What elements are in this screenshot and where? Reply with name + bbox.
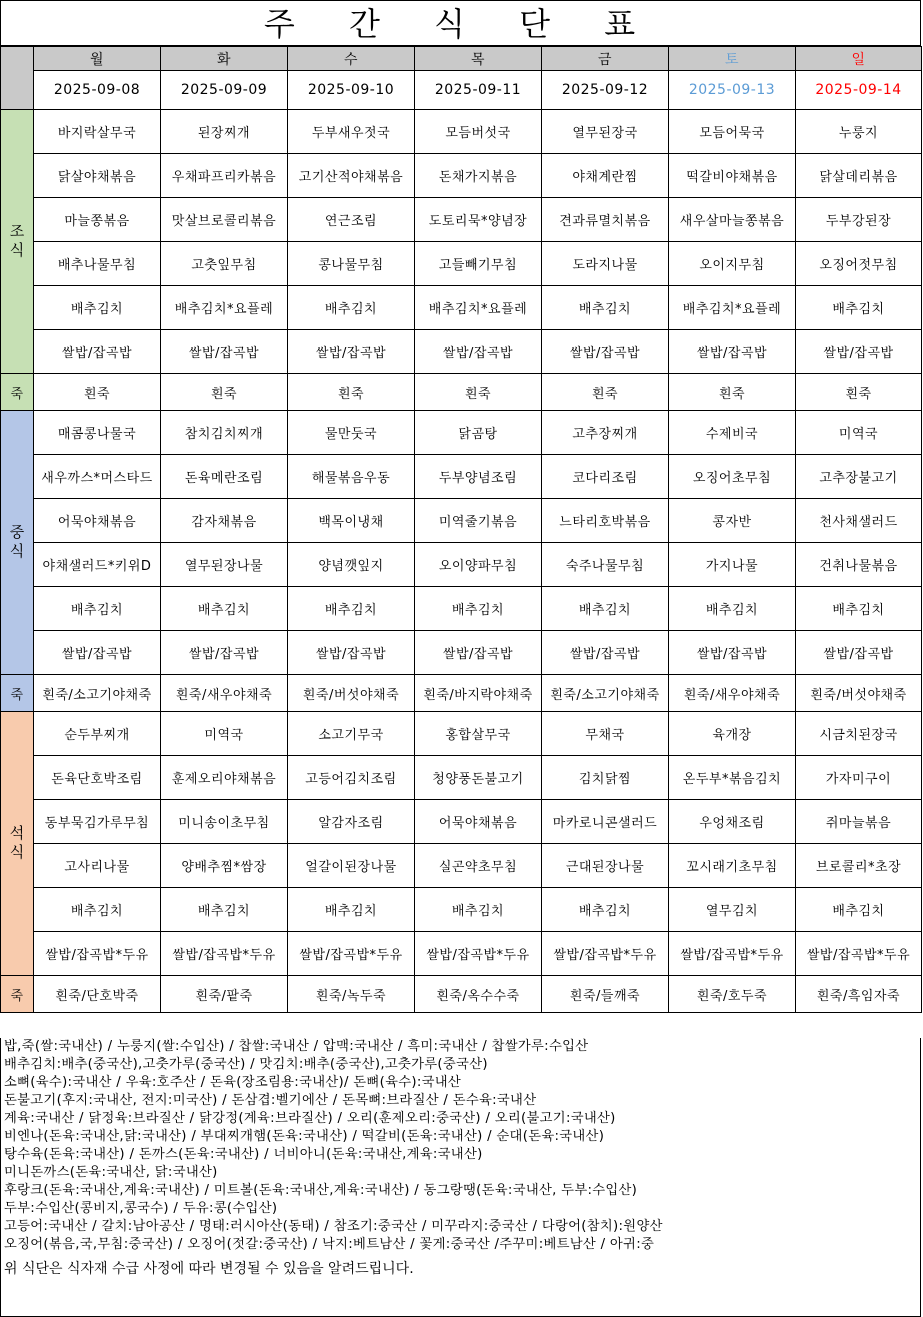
menu-item: 코다리조림 <box>542 455 669 499</box>
menu-item: 어묵야채볶음 <box>415 800 542 844</box>
juk-item: 흰죽/단호박죽 <box>34 976 161 1013</box>
menu-item: 고사리나물 <box>34 844 161 888</box>
menu-item: 쌀밥/잡곡밥*두유 <box>669 932 796 976</box>
juk-item: 흰죽/버섯야채죽 <box>288 675 415 712</box>
day-header: 월 <box>34 47 161 71</box>
juk-item: 흰죽/호두죽 <box>669 976 796 1013</box>
juk-item: 흰죽 <box>542 374 669 411</box>
header-corner <box>1 47 34 110</box>
menu-item: 배추나물무침 <box>34 242 161 286</box>
menu-item: 도라지나물 <box>542 242 669 286</box>
breakfast-juk-label: 죽 <box>1 374 34 411</box>
breakfast-row <box>1 198 922 242</box>
menu-item: 시금치된장국 <box>796 712 922 756</box>
menu-item: 두부양념조림 <box>415 455 542 499</box>
menu-item: 맛살브로콜리볶음 <box>161 198 288 242</box>
menu-item: 온두부*볶음김치 <box>669 756 796 800</box>
menu-item: 소고기무국 <box>288 712 415 756</box>
menu-item: 쌀밥/잡곡밥 <box>669 631 796 675</box>
menu-item: 배추김치 <box>161 587 288 631</box>
menu-item: 고추장찌개 <box>542 411 669 455</box>
menu-item: 고들빼기무침 <box>415 242 542 286</box>
juk-item: 흰죽/버섯야채죽 <box>796 675 922 712</box>
menu-item: 돈채가지볶음 <box>415 154 542 198</box>
menu-item: 쌀밥/잡곡밥 <box>415 330 542 374</box>
juk-item: 흰죽 <box>288 374 415 411</box>
juk-item: 흰죽 <box>669 374 796 411</box>
breakfast-row <box>1 286 922 330</box>
day-header-row <box>1 47 922 71</box>
menu-item: 쌀밥/잡곡밥*두유 <box>542 932 669 976</box>
menu-item: 어묵야채볶음 <box>34 499 161 543</box>
juk-item: 흰죽 <box>796 374 922 411</box>
menu-item: 열무된장나물 <box>161 543 288 587</box>
menu-item: 쌀밥/잡곡밥 <box>34 631 161 675</box>
menu-item: 콩자반 <box>669 499 796 543</box>
menu-item: 쌀밥/잡곡밥 <box>796 631 922 675</box>
juk-item: 흰죽/옥수수죽 <box>415 976 542 1013</box>
menu-item: 쌀밥/잡곡밥 <box>34 330 161 374</box>
menu-item: 미역국 <box>161 712 288 756</box>
menu-item: 돈육메란조림 <box>161 455 288 499</box>
menu-item: 배추김치 <box>161 888 288 932</box>
menu-item: 배추김치 <box>542 587 669 631</box>
menu-item: 콩나물무침 <box>288 242 415 286</box>
lunch-label: 중식 <box>1 411 34 675</box>
menu-table <box>0 46 922 1013</box>
breakfast-row <box>1 110 922 154</box>
day-header: 토 <box>669 47 796 71</box>
lunch-row <box>1 455 922 499</box>
day-header: 수 <box>288 47 415 71</box>
menu-item: 무채국 <box>542 712 669 756</box>
menu-item: 배추김치 <box>288 888 415 932</box>
menu-item: 미역줄기볶음 <box>415 499 542 543</box>
menu-item: 오이지무침 <box>669 242 796 286</box>
menu-item: 고추장불고기 <box>796 455 922 499</box>
date-header: 2025-09-13 <box>669 71 796 110</box>
origin-note-line: 소뼈(육수):국내산 / 우육:호주산 / 돈육(장조림용:국내산)/ 돈뼈(육수):국내산 <box>4 1075 462 1090</box>
dinner-row <box>1 844 922 888</box>
origin-note-line: 후랑크(돈육:국내산,계육:국내산) / 미트볼(돈육:국내산,계육:국내산) / 동그랑땡(돈육:국내산, 두부:수입산) <box>4 1183 638 1198</box>
menu-item: 훈제오리야채볶음 <box>161 756 288 800</box>
dinner-row <box>1 712 922 756</box>
menu-item: 마늘쫑볶음 <box>34 198 161 242</box>
menu-item: 가지나물 <box>669 543 796 587</box>
menu-item: 닭살야채볶음 <box>34 154 161 198</box>
lunch-juk-label: 죽 <box>1 675 34 712</box>
menu-item: 순두부찌개 <box>34 712 161 756</box>
date-header: 2025-09-10 <box>288 71 415 110</box>
juk-item: 흰죽/흑임자죽 <box>796 976 922 1013</box>
menu-item: 야채샐러드*키위D <box>34 543 161 587</box>
menu-item: 백목이냉채 <box>288 499 415 543</box>
origin-note-line: 탕수육(돈육:국내산) / 돈까스(돈육:국내산) / 너비아니(돈육:국내산,계육:국내산) <box>4 1147 483 1162</box>
juk-item: 흰죽/들깨죽 <box>542 976 669 1013</box>
menu-item: 도토리묵*양념장 <box>415 198 542 242</box>
juk-item: 흰죽/팥죽 <box>161 976 288 1013</box>
dinner-row <box>1 756 922 800</box>
menu-item: 고춧잎무침 <box>161 242 288 286</box>
menu-item: 매콤콩나물국 <box>34 411 161 455</box>
menu-item: 야채계란찜 <box>542 154 669 198</box>
date-header: 2025-09-08 <box>34 71 161 110</box>
menu-item: 양배추찜*쌈장 <box>161 844 288 888</box>
menu-item: 오징어젓무침 <box>796 242 922 286</box>
dinner-juk-row <box>1 976 922 1013</box>
menu-item: 닭살데리볶음 <box>796 154 922 198</box>
menu-item: 감자채볶음 <box>161 499 288 543</box>
menu-item: 쌀밥/잡곡밥*두유 <box>415 932 542 976</box>
menu-item: 쌀밥/잡곡밥*두유 <box>161 932 288 976</box>
menu-item: 된장찌개 <box>161 110 288 154</box>
menu-item: 물만둣국 <box>288 411 415 455</box>
menu-item: 쌀밥/잡곡밥 <box>796 330 922 374</box>
menu-item: 배추김치 <box>288 286 415 330</box>
juk-item: 흰죽 <box>34 374 161 411</box>
menu-item: 쥐마늘볶음 <box>796 800 922 844</box>
menu-item: 바지락살무국 <box>34 110 161 154</box>
juk-item: 흰죽/새우야채죽 <box>669 675 796 712</box>
date-header: 2025-09-12 <box>542 71 669 110</box>
breakfast-juk-row <box>1 374 922 411</box>
lunch-row <box>1 411 922 455</box>
juk-item: 흰죽/녹두죽 <box>288 976 415 1013</box>
menu-item: 쌀밥/잡곡밥 <box>669 330 796 374</box>
menu-item: 닭곰탕 <box>415 411 542 455</box>
juk-item: 흰죽/소고기야채죽 <box>34 675 161 712</box>
juk-item: 흰죽 <box>415 374 542 411</box>
day-header: 일 <box>796 47 922 71</box>
menu-item: 쌀밥/잡곡밥 <box>288 631 415 675</box>
menu-item: 고기산적야채볶음 <box>288 154 415 198</box>
menu-item: 누룽지 <box>796 110 922 154</box>
menu-item: 배추김치 <box>796 286 922 330</box>
breakfast-row <box>1 330 922 374</box>
date-header-row <box>1 71 922 110</box>
dinner-row <box>1 888 922 932</box>
menu-item: 배추김치 <box>542 888 669 932</box>
menu-item: 천사채샐러드 <box>796 499 922 543</box>
menu-item: 쌀밥/잡곡밥 <box>415 631 542 675</box>
menu-item: 배추김치 <box>415 587 542 631</box>
menu-item: 배추김치 <box>34 286 161 330</box>
menu-item: 미니송이초무침 <box>161 800 288 844</box>
menu-item: 홍합살무국 <box>415 712 542 756</box>
breakfast-row <box>1 242 922 286</box>
menu-item: 우채파프리카볶음 <box>161 154 288 198</box>
menu-item: 쌀밥/잡곡밥 <box>542 330 669 374</box>
menu-item: 열무된장국 <box>542 110 669 154</box>
lunch-juk-row <box>1 675 922 712</box>
menu-item: 배추김치 <box>796 587 922 631</box>
menu-item: 새우살마늘쫑볶음 <box>669 198 796 242</box>
menu-item: 숙주나물무침 <box>542 543 669 587</box>
menu-item: 떡갈비야채볶음 <box>669 154 796 198</box>
menu-item: 느타리호박볶음 <box>542 499 669 543</box>
menu-item: 모듬버섯국 <box>415 110 542 154</box>
date-header: 2025-09-14 <box>796 71 922 110</box>
menu-item: 쌀밥/잡곡밥 <box>161 631 288 675</box>
lunch-row <box>1 587 922 631</box>
menu-item: 동부묵김가루무침 <box>34 800 161 844</box>
breakfast-row <box>1 154 922 198</box>
menu-item: 김치닭찜 <box>542 756 669 800</box>
menu-item: 쌀밥/잡곡밥*두유 <box>34 932 161 976</box>
origin-note-line: 비엔나(돈육:국내산,닭:국내산) / 부대찌개햄(돈육:국내산) / 떡갈비(돈육:국내산) / 순대(돈육:국내산) <box>4 1129 605 1144</box>
origin-note-line: 돈불고기(후지:국내산, 전지:미국산) / 돈삼겹:벨기에산 / 돈목뼈:브라질산 / 돈수육:국내산 <box>4 1093 537 1108</box>
menu-item: 배추김치 <box>34 587 161 631</box>
menu-item: 건취나물볶음 <box>796 543 922 587</box>
origin-note-line: 미니돈까스(돈육:국내산, 닭:국내산) <box>4 1165 218 1180</box>
menu-item: 견과류멸치볶음 <box>542 198 669 242</box>
menu-item: 배추김치 <box>542 286 669 330</box>
menu-item: 쌀밥/잡곡밥 <box>161 330 288 374</box>
lunch-row <box>1 543 922 587</box>
menu-item: 모듬어묵국 <box>669 110 796 154</box>
menu-item: 해물볶음우동 <box>288 455 415 499</box>
lunch-row <box>1 499 922 543</box>
juk-item: 흰죽/바지락야채죽 <box>415 675 542 712</box>
date-header: 2025-09-11 <box>415 71 542 110</box>
origin-notes <box>0 1038 921 1317</box>
menu-item: 근대된장나물 <box>542 844 669 888</box>
menu-item: 미역국 <box>796 411 922 455</box>
menu-item: 참치김치찌개 <box>161 411 288 455</box>
menu-item: 새우까스*머스타드 <box>34 455 161 499</box>
origin-note-line: 두부:수입산(콩비지,콩국수) / 두유:콩(수입산) <box>4 1201 278 1216</box>
menu-item: 육개장 <box>669 712 796 756</box>
dinner-label: 석식 <box>1 712 34 976</box>
menu-item: 우엉채조림 <box>669 800 796 844</box>
origin-note-line: 고등어:국내산 / 갈치:남아공산 / 명태:러시아산(동태) / 참조기:중국산 / 미꾸라지:중국산 / 다랑어(참치):원양산 <box>4 1219 663 1234</box>
menu-item: 배추김치 <box>34 888 161 932</box>
day-header: 금 <box>542 47 669 71</box>
day-header: 목 <box>415 47 542 71</box>
menu-item: 마카로니콘샐러드 <box>542 800 669 844</box>
menu-item: 쌀밥/잡곡밥*두유 <box>796 932 922 976</box>
menu-item: 돈육단호박조림 <box>34 756 161 800</box>
menu-item: 배추김치 <box>415 888 542 932</box>
menu-item: 쌀밥/잡곡밥*두유 <box>288 932 415 976</box>
menu-item: 배추김치*요플레 <box>415 286 542 330</box>
origin-note-line: 배추김치:배추(중국산),고춧가루(중국산) / 맛김치:배추(중국산),고춧가루(중국산) <box>4 1057 488 1072</box>
menu-item: 배추김치*요플레 <box>161 286 288 330</box>
menu-item: 열무김치 <box>669 888 796 932</box>
menu-item: 수제비국 <box>669 411 796 455</box>
dinner-row <box>1 800 922 844</box>
menu-item: 청양풍돈불고기 <box>415 756 542 800</box>
menu-item: 고등어김치조림 <box>288 756 415 800</box>
menu-item: 배추김치 <box>288 587 415 631</box>
menu-item: 양념깻잎지 <box>288 543 415 587</box>
footer-note: 위 식단은 식자재 수급 사정에 따라 변경될 수 있음을 알려드립니다. <box>4 1261 414 1277</box>
menu-item: 배추김치*요플레 <box>669 286 796 330</box>
juk-item: 흰죽/새우야채죽 <box>161 675 288 712</box>
juk-item: 흰죽 <box>161 374 288 411</box>
menu-item: 실곤약초무침 <box>415 844 542 888</box>
menu-item: 브로콜리*초장 <box>796 844 922 888</box>
menu-item: 쌀밥/잡곡밥 <box>288 330 415 374</box>
page-title: 주 간 식 단 표 <box>0 0 921 46</box>
menu-item: 오징어초무침 <box>669 455 796 499</box>
menu-item: 알감자조림 <box>288 800 415 844</box>
menu-item: 두부새우젓국 <box>288 110 415 154</box>
dinner-juk-label: 죽 <box>1 976 34 1013</box>
breakfast-label: 조식 <box>1 110 34 374</box>
menu-item: 두부강된장 <box>796 198 922 242</box>
menu-item: 연근조림 <box>288 198 415 242</box>
origin-note-line: 오징어(볶음,국,무침:중국산) / 오징어(젓갈:중국산) / 낙지:베트남산 / 꽃게:중국산 /주꾸미:베트남산 / 아귀:중 <box>4 1237 655 1252</box>
lunch-row <box>1 631 922 675</box>
day-header: 화 <box>161 47 288 71</box>
juk-item: 흰죽/소고기야채죽 <box>542 675 669 712</box>
origin-note-line: 밥,죽(쌀:국내산) / 누룽지(쌀:수입산) / 찹쌀:국내산 / 압맥:국내산 / 흑미:국내산 / 찹쌀가루:수입산 <box>4 1039 589 1054</box>
origin-note-line: 계육:국내산 / 닭정육:브라질산 / 닭강정(계육:브라질산) / 오리(훈제오리:중국산) / 오리(불고기:국내산) <box>4 1111 616 1126</box>
menu-item: 가자미구이 <box>796 756 922 800</box>
menu-item: 배추김치 <box>669 587 796 631</box>
menu-item: 배추김치 <box>796 888 922 932</box>
menu-item: 오이양파무침 <box>415 543 542 587</box>
dinner-row <box>1 932 922 976</box>
menu-item: 쌀밥/잡곡밥 <box>542 631 669 675</box>
date-header: 2025-09-09 <box>161 71 288 110</box>
menu-item: 꼬시래기초무침 <box>669 844 796 888</box>
menu-item: 얼갈이된장나물 <box>288 844 415 888</box>
